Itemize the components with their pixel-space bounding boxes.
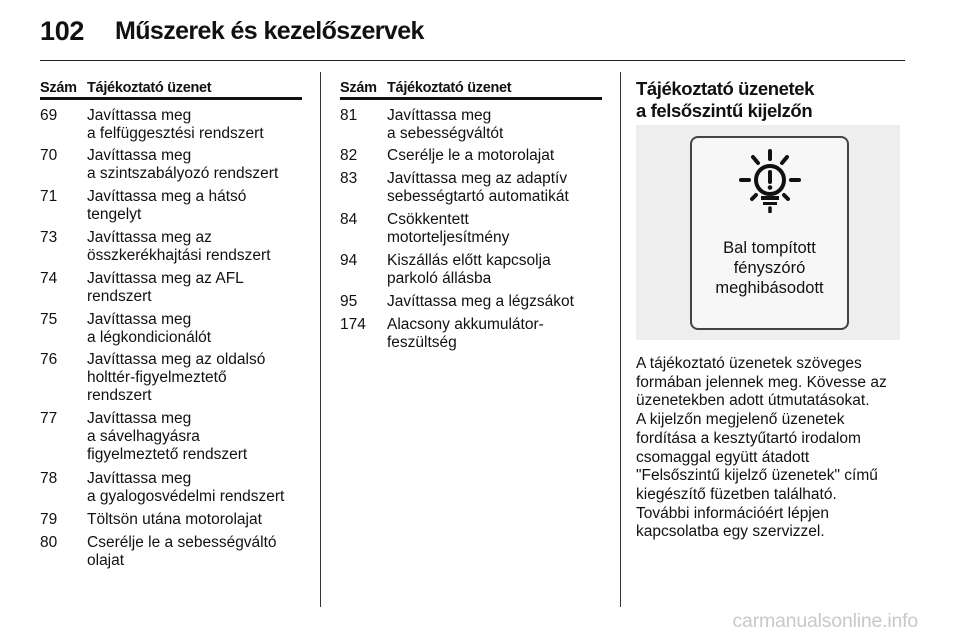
watermark: carmanualsonline.info [732, 610, 918, 632]
section-title-line: a felsőszintű kijelzőn [636, 100, 813, 121]
row-number: 79 [40, 511, 58, 528]
row-number: 73 [40, 229, 58, 246]
column-divider [320, 72, 321, 607]
table-row [40, 188, 302, 229]
table-row [40, 107, 302, 147]
row-number: 76 [40, 351, 58, 368]
row-number: 84 [340, 211, 358, 228]
row-line: Javíttassa meg a légzsákot [387, 293, 574, 310]
row-line: Cserélje le a motorolajat [387, 147, 555, 164]
row-number: 95 [340, 293, 358, 310]
row-line: rendszert [87, 288, 152, 305]
row-message [87, 107, 302, 143]
table-row [340, 316, 602, 356]
page-header [40, 12, 920, 52]
row-number: 70 [40, 147, 58, 164]
message-table-1 [40, 78, 302, 574]
table-row [340, 170, 602, 211]
row-line: olajat [87, 552, 125, 569]
row-message [87, 470, 302, 506]
display-message-line: fényszóró [733, 259, 806, 277]
table-row [40, 147, 302, 188]
row-number: 69 [40, 107, 58, 124]
row-line: Javíttassa meg az [87, 229, 212, 246]
table-row [40, 311, 302, 351]
row-number: 82 [340, 147, 358, 164]
row-message [387, 147, 602, 165]
row-number: 78 [40, 470, 58, 487]
row-message [387, 107, 602, 143]
row-number: 77 [40, 410, 58, 427]
row-line: Javíttassa meg [87, 107, 192, 124]
row-message [87, 147, 302, 183]
table-row [40, 351, 302, 410]
row-message [87, 410, 302, 464]
table-row [340, 107, 602, 147]
body-paragraph [636, 355, 904, 542]
row-number: 174 [340, 316, 366, 333]
row-message [387, 252, 602, 288]
row-message [87, 351, 302, 405]
paragraph-line: A tájékoztató üzenetek szöveges [636, 355, 862, 372]
paragraph-line: fordítása a kesztyűtartó irodalom [636, 429, 861, 447]
message-table-2 [340, 78, 602, 356]
display-message [694, 238, 845, 298]
display-message-line: Bal tompított [723, 239, 816, 257]
row-line: tengelyt [87, 206, 142, 223]
row-line: sebességtartó automatikát [387, 188, 569, 205]
row-number: 80 [40, 534, 58, 551]
row-line: Töltsön utána motorolajat [87, 511, 262, 528]
row-line: a légkondicionálót [87, 329, 212, 346]
header-message: Tájékoztató üzenet [387, 80, 512, 96]
paragraph-line: kapcsolatba egy szervizzel. [636, 523, 825, 541]
row-line: figyelmeztető rendszert [87, 446, 248, 463]
row-message [387, 293, 602, 311]
table-row [40, 534, 302, 574]
row-line: feszültség [387, 334, 457, 351]
column-divider [620, 72, 621, 607]
table-row [40, 470, 302, 511]
row-message [87, 188, 302, 224]
table-row [40, 511, 302, 534]
row-line: összkerékhajtási rendszert [87, 247, 271, 264]
section-title [636, 78, 906, 122]
row-line: Javíttassa meg az adaptív [387, 170, 568, 187]
row-line: rendszert [87, 387, 152, 404]
row-message [87, 229, 302, 265]
row-message [87, 534, 302, 570]
row-line: Javíttassa meg [87, 311, 192, 328]
row-line: a sebességváltót [387, 125, 504, 142]
page-title: Műszerek és kezelőszervek [115, 17, 424, 45]
row-line: a gyalogosvédelmi rendszert [87, 488, 285, 505]
paragraph-line: "Felsőszintű kijelző üzenetek" című [636, 467, 878, 485]
row-line: Javíttassa meg [87, 470, 192, 487]
paragraph-line: csomaggal együtt átadott [636, 448, 810, 466]
header-number: Szám [340, 80, 377, 96]
table-row [340, 293, 602, 316]
paragraph-line: A kijelzőn megjelenő üzenetek [636, 411, 845, 429]
row-line: Javíttassa meg [87, 147, 192, 164]
row-line: Javíttassa meg az oldalsó [87, 351, 266, 368]
paragraph-line: üzenetekben adott útmutatásokat. [636, 392, 870, 410]
row-line: Kiszállás előtt kapcsolja [387, 252, 551, 269]
table-row [340, 147, 602, 170]
row-line: a sávelhagyásra [87, 428, 200, 445]
row-line: Alacsony akkumulátor- [387, 316, 544, 333]
row-line: Csökkentett [387, 211, 469, 228]
row-line: Javíttassa meg [87, 410, 192, 427]
row-message [387, 211, 602, 247]
row-message [87, 311, 302, 347]
row-line: Cserélje le a sebességváltó [87, 534, 277, 551]
paragraph-line: formában jelennek meg. Kövesse az [636, 373, 887, 391]
row-number: 75 [40, 311, 58, 328]
row-line: Javíttassa meg [387, 107, 492, 124]
table-header [340, 78, 602, 100]
table-row [340, 211, 602, 252]
section-title-line: Tájékoztató üzenetek [636, 78, 815, 99]
row-message [387, 170, 602, 206]
row-line: motorteljesítmény [387, 229, 510, 246]
row-number: 71 [40, 188, 58, 205]
row-line: a felfüggesztési rendszert [87, 125, 264, 142]
row-message [387, 316, 602, 352]
header-message: Tájékoztató üzenet [87, 80, 212, 96]
paragraph-line: További információért lépjen [636, 504, 829, 522]
row-number: 74 [40, 270, 58, 287]
row-line: parkoló állásba [387, 270, 492, 287]
display-message-line: meghibásodott [715, 279, 824, 297]
table-header [40, 78, 302, 100]
headlight-bulb-warning-icon [739, 149, 801, 213]
row-message [87, 270, 302, 306]
row-line: Javíttassa meg az AFL [87, 270, 244, 287]
row-line: Javíttassa meg a hátsó [87, 188, 247, 205]
header-number: Szám [40, 80, 77, 96]
table-row [340, 252, 602, 293]
row-line: a szintszabályozó rendszert [87, 165, 279, 182]
row-number: 81 [340, 107, 358, 124]
row-number: 94 [340, 252, 358, 269]
section-block [636, 78, 906, 122]
table-row [40, 410, 302, 470]
page-number: 102 [40, 16, 85, 46]
row-message [87, 511, 302, 529]
header-rule [40, 60, 905, 61]
row-line: holttér-figyelmeztető [87, 369, 227, 386]
table-row [40, 270, 302, 311]
row-number: 83 [340, 170, 358, 187]
table-row [40, 229, 302, 270]
paragraph-line: kiegészítő füzetben található. [636, 485, 837, 503]
